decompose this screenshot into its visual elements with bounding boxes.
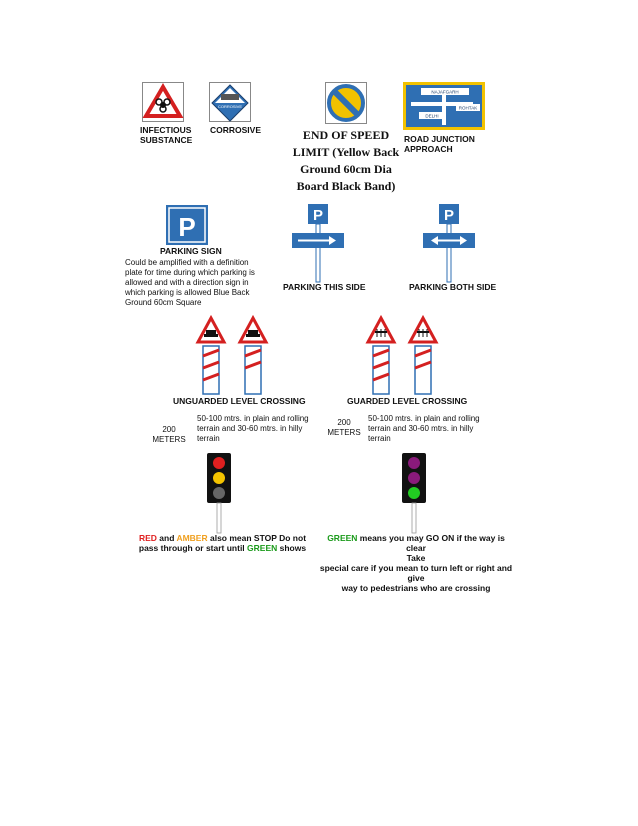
unguarded-distance-label: 200 METERS xyxy=(152,425,186,444)
stop-rule-middle: also mean STOP Do not pass through or start until xyxy=(138,533,307,553)
unguarded-level-crossing-label: UNGUARDED LEVEL CROSSING xyxy=(173,396,306,406)
unguarded-distance-description: 50-100 mtrs. in plain and rolling terrain and 30-60 mtrs. in hilly terrain xyxy=(197,414,309,443)
corrosive-sign-icon xyxy=(209,82,251,122)
junction-place-najafgarh: NAJAFGARH xyxy=(431,89,459,95)
end-of-speed-limit-label: END OF SPEED LIMIT (Yellow Back Ground 60cm Dia Board Black Band) xyxy=(292,128,400,193)
parking-both-side-letter: P xyxy=(443,207,455,224)
parking-sign-letter: P xyxy=(178,212,196,242)
green-word-right: GREEN xyxy=(327,533,358,543)
guarded-level-crossing-sign-2-icon xyxy=(408,316,438,396)
parking-sign-description: Could be amplified with a definition plate for time during which parking is allowed and with a direction sign in which parking is allowed Blue Back Ground 60cm Square xyxy=(125,258,255,307)
unguarded-level-crossing-sign-2-icon xyxy=(238,316,268,396)
unguarded-level-crossing-sign-1-icon xyxy=(196,316,226,396)
corrosive-plate-text: CORROSIVE xyxy=(217,104,243,109)
go-rule-line1-text: means you may GO ON if the way is clear xyxy=(357,533,505,553)
parking-both-side-label: PARKING BOTH SIDE xyxy=(409,282,497,292)
guarded-distance-description: 50-100 mtrs. in plain and rolling terrain and 30-60 mtrs. in hilly terrain xyxy=(368,414,480,443)
guarded-level-crossing-sign-1-icon xyxy=(366,316,396,396)
go-rule-text xyxy=(318,533,514,593)
corrosive-label: CORROSIVE xyxy=(210,125,262,135)
parking-this-side-letter: P xyxy=(312,207,324,224)
red-word: RED xyxy=(138,533,157,543)
go-rule-line5: way to pedestrians who are crossing xyxy=(341,583,491,593)
go-rule-line1 xyxy=(318,533,514,553)
guarded-distance-label: 200 METERS xyxy=(327,418,361,437)
parking-sign-icon xyxy=(166,205,208,245)
parking-both-side-sign-icon xyxy=(423,204,475,282)
traffic-light-red-amber-icon xyxy=(207,453,231,533)
go-rule-line2: Take xyxy=(406,553,426,563)
guarded-level-crossing-label: GUARDED LEVEL CROSSING xyxy=(347,396,468,406)
traffic-light-green-icon xyxy=(402,453,426,533)
infectious-substance-label: INFECTIOUS SUBSTANCE xyxy=(140,125,193,145)
green-word-left: GREEN xyxy=(247,543,278,553)
parking-this-side-label: PARKING THIS SIDE xyxy=(283,282,366,292)
parking-sign-label: PARKING SIGN xyxy=(160,246,222,256)
amber-word: AMBER xyxy=(176,533,208,543)
parking-this-side-sign-icon xyxy=(292,204,344,282)
junction-place-rohtak: ROHTAK xyxy=(458,105,478,111)
stop-rule-text xyxy=(130,533,315,553)
stop-rule-end: shows xyxy=(277,543,307,553)
infectious-substance-sign-icon xyxy=(142,82,184,122)
road-junction-approach-sign-icon xyxy=(403,82,485,130)
and-word: and xyxy=(156,533,177,543)
junction-place-delhi: DELHI xyxy=(425,113,439,119)
go-rule-line3: special care if you mean to turn left or right and xyxy=(319,563,513,573)
end-of-speed-limit-sign-icon xyxy=(325,82,367,124)
go-rule-line4: give xyxy=(407,573,425,583)
road-junction-approach-label: ROAD JUNCTION APPROACH xyxy=(404,134,475,154)
